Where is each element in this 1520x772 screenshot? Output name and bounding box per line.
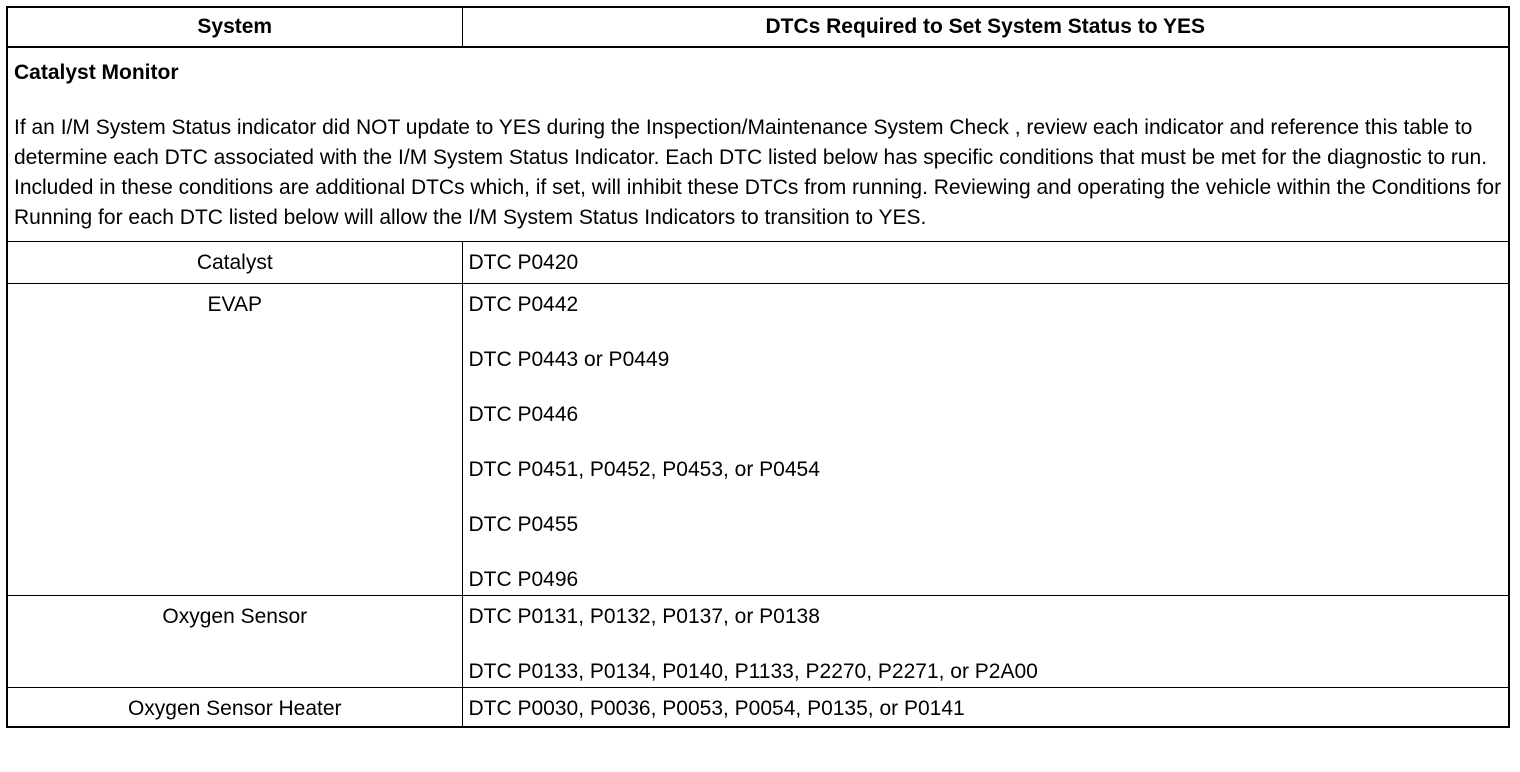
dtc-entry: DTC P0446 — [468, 403, 579, 426]
dtc-entry: DTC P0442 — [468, 293, 579, 316]
dtc-entry: DTC P0030, P0036, P0053, P0054, P0135, or P0141 — [468, 697, 965, 720]
dtc-table — [6, 6, 1510, 728]
dtc-entry: DTC P0455 — [468, 513, 579, 536]
table-row — [7, 284, 1509, 596]
dtc-entry: DTC P0451, P0452, P0453, or P0454 — [468, 458, 820, 481]
header-system: System — [7, 7, 462, 47]
system-cell: Catalyst — [7, 242, 462, 284]
system-cell: Oxygen Sensor — [7, 596, 462, 688]
dtc-cell — [462, 596, 1509, 688]
header-dtcs: DTCs Required to Set System Status to YES — [462, 7, 1509, 47]
section-cell — [7, 47, 1509, 242]
dtc-cell — [462, 242, 1509, 284]
section-row — [7, 47, 1509, 242]
table-row — [7, 242, 1509, 284]
dtc-entry: DTC P0131, P0132, P0137, or P0138 — [468, 605, 820, 628]
section-title: Catalyst Monitor — [14, 61, 179, 84]
dtc-entry: DTC P0133, P0134, P0140, P1133, P2270, P2271, or P2A00 — [468, 660, 1038, 683]
section-description: If an I/M System Status indicator did NOT update to YES during the Inspection/Maintenance System Check , review each indicator and reference this table to determine each DTC associated with the I/M System Status Indicator. Each DTC listed below has specific conditions that must be met for the diagnostic to run. Included in these conditions are additional DTCs which, if set, will inhibit these DTCs from running. Reviewing and operating the vehicle within the Conditions for Running for each DTC listed below will allow the I/M System Status Indicators to transition to YES. — [14, 116, 1502, 229]
dtc-entry: DTC P0496 — [468, 568, 579, 591]
table-row — [7, 596, 1509, 688]
system-cell: Oxygen Sensor Heater — [7, 688, 462, 728]
dtc-cell — [462, 688, 1509, 728]
system-cell: EVAP — [7, 284, 462, 596]
table-header-row — [7, 7, 1509, 47]
dtc-entry: DTC P0443 or P0449 — [468, 348, 670, 371]
dtc-cell — [462, 284, 1509, 596]
table-row — [7, 688, 1509, 728]
dtc-entry: DTC P0420 — [468, 251, 579, 274]
